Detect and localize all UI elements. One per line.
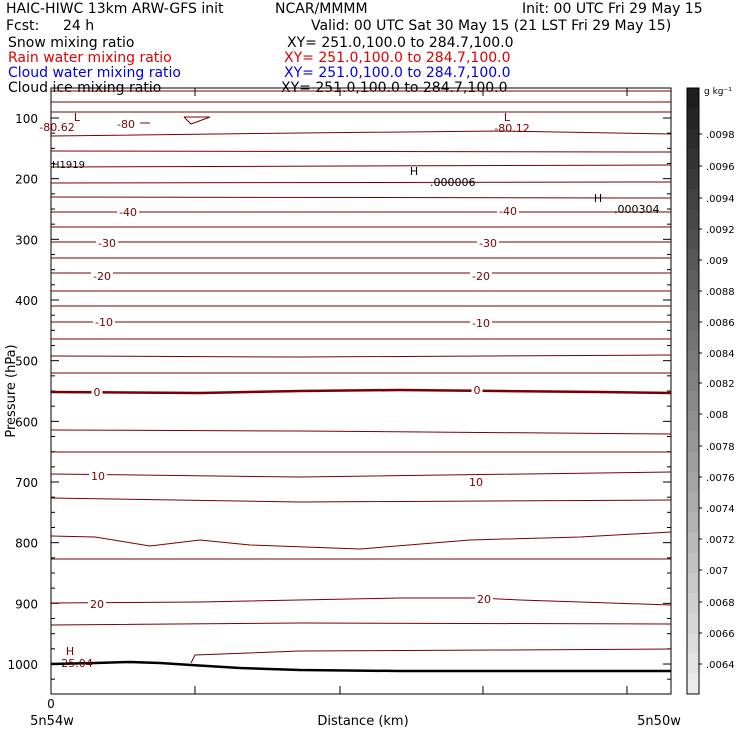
extremum-value: .000304 [614,203,660,216]
colorbar-swatch [687,553,699,574]
colorbar-tick-label: .0074 [706,504,735,515]
colorbar-swatch [687,108,699,129]
colorbar-swatch [687,371,699,392]
colorbar-unit: g kg⁻¹ [704,87,732,97]
extremum-type: L [73,111,81,124]
isotherm-line [51,355,671,357]
y-tick-label: 100 [15,112,38,126]
isotherm-line [51,532,671,549]
colorbar-swatch [687,270,699,291]
colorbar-swatch [687,250,699,271]
contour-label: -10 [472,317,490,330]
contour-label-minus80: -80 [117,118,135,131]
isotherm-line [51,151,671,152]
legend-xy-rain: XY= 251.0,100.0 to 284.7,100.0 [284,50,511,66]
y-tick-label: 300 [15,233,38,248]
isotherm-line [51,131,671,136]
isotherm-line [51,623,671,625]
colorbar-swatch [687,613,699,634]
init-time: Init: 00 UTC Fri 29 May 15 [522,1,703,17]
legend-label-cloud-ice: Cloud ice mixing ratio [8,80,162,96]
extremum-type: H [409,165,419,178]
isotherm-line [51,165,671,167]
colorbar-swatch [687,330,699,351]
y-tick-label: 500 [15,354,38,369]
colorbar-swatch [687,674,699,695]
legend-xy-cloud-ice: XY= 251.0,100.0 to 284.7,100.0 [281,80,508,96]
colorbar-swatch [687,452,699,473]
colorbar-tick-label: .0064 [706,660,735,671]
legend-label-cloud-water: Cloud water mixing ratio [8,65,181,81]
colorbar-swatch [687,209,699,230]
extremum-value: .000006 [430,176,476,189]
colorbar-swatch [687,229,699,250]
contour-label: 10 [91,470,105,483]
temperature-contours [51,91,671,671]
colorbar-tick-label: .0092 [706,225,735,236]
colorbar-swatch [687,189,699,210]
colorbar-tick-label: .0088 [706,287,735,298]
contour-label: -40 [499,205,517,218]
forecast-hours: 24 h [63,18,95,34]
y-tick-label: 900 [15,597,38,612]
extremum-value: 25.04 [61,657,93,670]
contour-label: -40 [119,206,137,219]
y-tick-label: 600 [15,415,38,430]
zero-line-label-left: 0 [93,386,101,399]
legend-xy-snow: XY= 251.0,100.0 to 284.7,100.0 [287,35,514,51]
contour-label: -10 [95,316,113,329]
colorbar-swatch [687,310,699,331]
y-tick-label: 1000 [7,658,38,672]
colorbar-tick-label: .0066 [706,629,735,640]
valid-time: Valid: 00 UTC Sat 30 May 15 (21 LST Fri 29 May 15) [311,18,672,34]
colorbar-swatch [687,351,699,372]
colorbar-tick-label: .0098 [706,130,735,141]
x-axis-right-location: 5n50w [637,714,681,729]
x-axis-zero-label: 0 [47,697,55,711]
y-tick-label: 200 [15,172,38,187]
contour-label: -30 [479,237,497,250]
colorbar-swatch [687,593,699,614]
zero-line-label-right: 0 [473,384,481,397]
contour-label: 20 [477,593,491,606]
colorbar-tick-label: .0086 [706,318,735,329]
forecast-label: Fcst: [6,18,40,34]
colorbar-swatch [687,492,699,513]
isotherm-line [51,498,671,502]
model-title: HAIC-HIWC 13km ARW-GFS init [6,1,224,17]
colorbar-swatch [687,128,699,149]
colorbar-swatch [687,169,699,190]
colorbar-tick-label: .0082 [706,379,735,390]
y-axis-title: Pressure (hPa) [4,344,19,438]
terrain-line [51,662,671,671]
isotherm-line [51,472,671,477]
colorbar-tick-label: .007 [706,566,729,577]
isotherm-line [51,598,671,605]
colorbar-swatch [687,573,699,594]
contour-label: -20 [93,270,111,283]
colorbar-swatch [687,512,699,533]
isotherm-line [51,197,671,198]
colorbar-swatch [687,532,699,553]
extremum-value: -80.12 [494,122,530,135]
colorbar-swatch [687,431,699,452]
x-axis-left-location: 5n54w [30,714,74,729]
colorbar-swatch [687,411,699,432]
colorbar-tick-label: .009 [706,256,729,267]
colorbar-swatch [687,472,699,493]
isotherm-line [51,182,671,183]
contour-label: -20 [472,270,490,283]
colorbar-swatch [687,391,699,412]
colorbar-tick-label: .0084 [706,349,735,360]
isotherm-line [51,430,671,434]
extremum-type: H [593,192,603,205]
legend-label-snow: Snow mixing ratio [8,35,135,51]
x-axis-title: Distance (km) [317,714,409,729]
colorbar-tick-label: .0076 [706,473,735,484]
contour-label-h1919: H1919 [52,160,85,171]
colorbar-tick-label: .0094 [706,194,735,205]
y-tick-label: 400 [15,294,38,308]
colorbar-swatch [687,290,699,311]
y-tick-label: 800 [15,536,38,551]
zero-degree-line [51,390,671,393]
colorbar-tick-label: .0068 [706,598,735,609]
y-tick-label: 700 [15,476,38,490]
contour-label: 20 [90,598,104,611]
contour-label: -30 [98,237,116,250]
contour-feature [184,117,210,124]
colorbar-swatch [687,633,699,654]
colorbar [687,87,735,695]
colorbar-swatch [687,149,699,170]
legend-label-rain: Rain water mixing ratio [8,50,172,66]
isotherm-line [191,649,671,663]
extremum-type: L [503,111,511,124]
legend-xy-cloud-water: XY= 251.0,100.0 to 284.7,100.0 [284,65,511,81]
contour-label: 10 [469,476,483,489]
colorbar-swatch [687,654,699,675]
org-label: NCAR/MMMM [275,1,368,17]
colorbar-tick-label: .008 [706,410,729,421]
extremum-type: H [65,645,75,658]
colorbar-tick-label: .0078 [706,442,735,453]
extremum-value: -80.62 [39,121,75,134]
colorbar-tick-label: .0096 [706,162,735,173]
colorbar-swatch [687,88,699,109]
colorbar-tick-label: .0072 [706,535,735,546]
